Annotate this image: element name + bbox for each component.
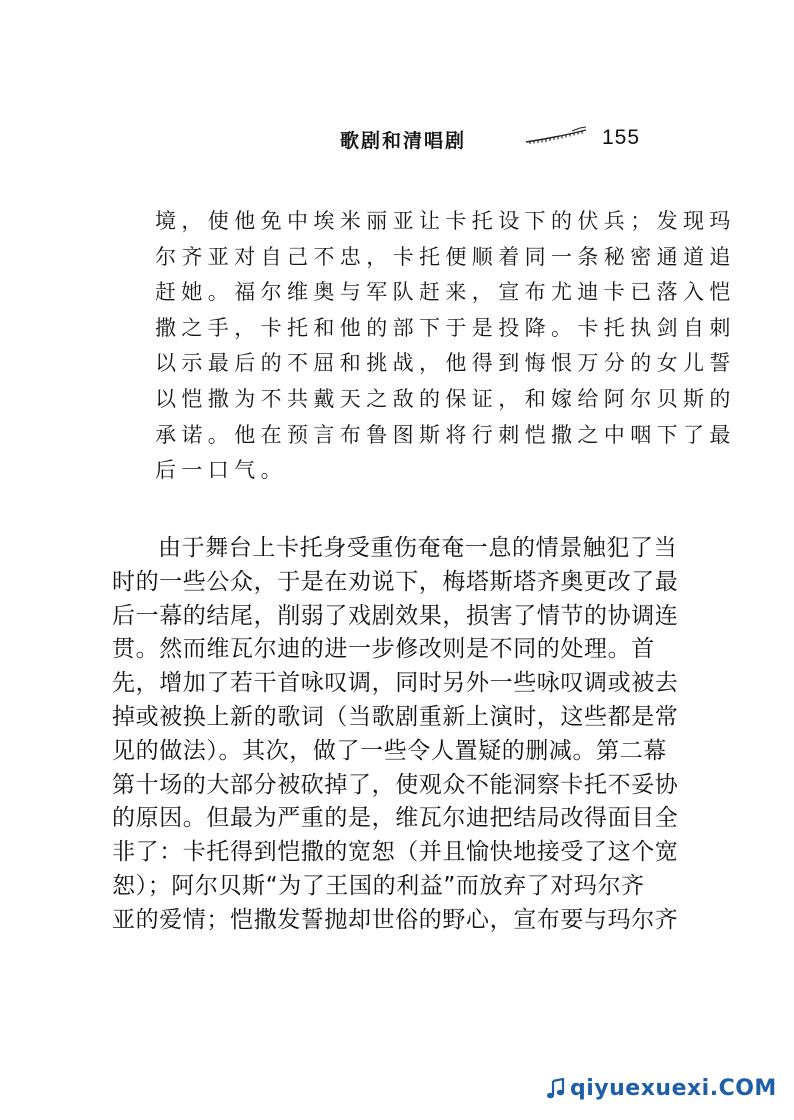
page-number: 155 <box>602 126 641 149</box>
quote-line: 尔齐亚对自己不忠，卡托便顺着同一条秘密通道追 <box>155 244 736 269</box>
body-line: 恕）；阿尔贝斯“为了王国的利益”而放弃了对玛尔齐 <box>112 872 645 899</box>
quote-line: 赶她。福尔维奥与军队赶来，宣布尤迪卡已落入恺 <box>155 280 736 305</box>
page-header <box>340 122 660 158</box>
quote-line: 后一口气。 <box>155 458 287 483</box>
body-line: 由于舞台上卡托身受重伤奄奄一息的情景触犯了当 <box>158 535 678 561</box>
body-paragraph <box>112 532 702 938</box>
quoted-passage <box>155 204 736 489</box>
running-title: 歌剧和清唱剧 <box>340 130 467 152</box>
quote-line: 境，使他免中埃米丽亚让卡托设下的伏兵；发现玛 <box>155 209 736 233</box>
body-line: 的原因。但最为严重的是，维瓦尔迪把结局改得面目全 <box>112 805 679 832</box>
body-line: 第十场的大部分被砍掉了，使观众不能洞察卡托不妥协 <box>112 771 679 798</box>
quote-line: 以示最后的不屈和挑战，他得到悔恨万分的女儿誓 <box>155 351 736 376</box>
body-line: 掉或被换上新的歌词（当歌剧重新上演时，这些都是常 <box>112 703 679 730</box>
body-line: 先，增加了若干首咏叹调，同时另外一些咏叹调或被去 <box>112 670 679 697</box>
watermark-text: qiyuexuexi.COM <box>570 1076 777 1101</box>
music-note-icon <box>546 1078 566 1100</box>
body-line: 见的做法）。其次，做了一些令人置疑的删减。第二幕 <box>112 737 667 764</box>
header-ornament-icon <box>524 122 588 150</box>
body-line: 亚的爱情；恺撒发誓抛却世俗的野心，宣布要与玛尔齐 <box>112 906 679 933</box>
quote-line: 撒之手，卡托和他的部下于是投降。卡托执剑自刺 <box>155 315 736 340</box>
body-line: 后一幕的结尾，削弱了戏剧效果，损害了情节的协调连 <box>112 602 679 629</box>
quote-line: 承诺。他在预言布鲁图斯将行刺恺撒之中咽下了最 <box>155 422 736 447</box>
quote-line: 以恺撒为不共戴天之敌的保证，和嫁给阿尔贝斯的 <box>155 386 736 411</box>
body-line: 非了：卡托得到恺撒的宽恕（并且愉快地接受了这个宽 <box>112 839 679 866</box>
body-line: 贯。然而维瓦尔迪的进一步修改则是不同的处理。首 <box>112 636 655 663</box>
body-line: 时的一些公众，于是在劝说下，梅塔斯塔齐奥更改了最 <box>112 568 679 595</box>
